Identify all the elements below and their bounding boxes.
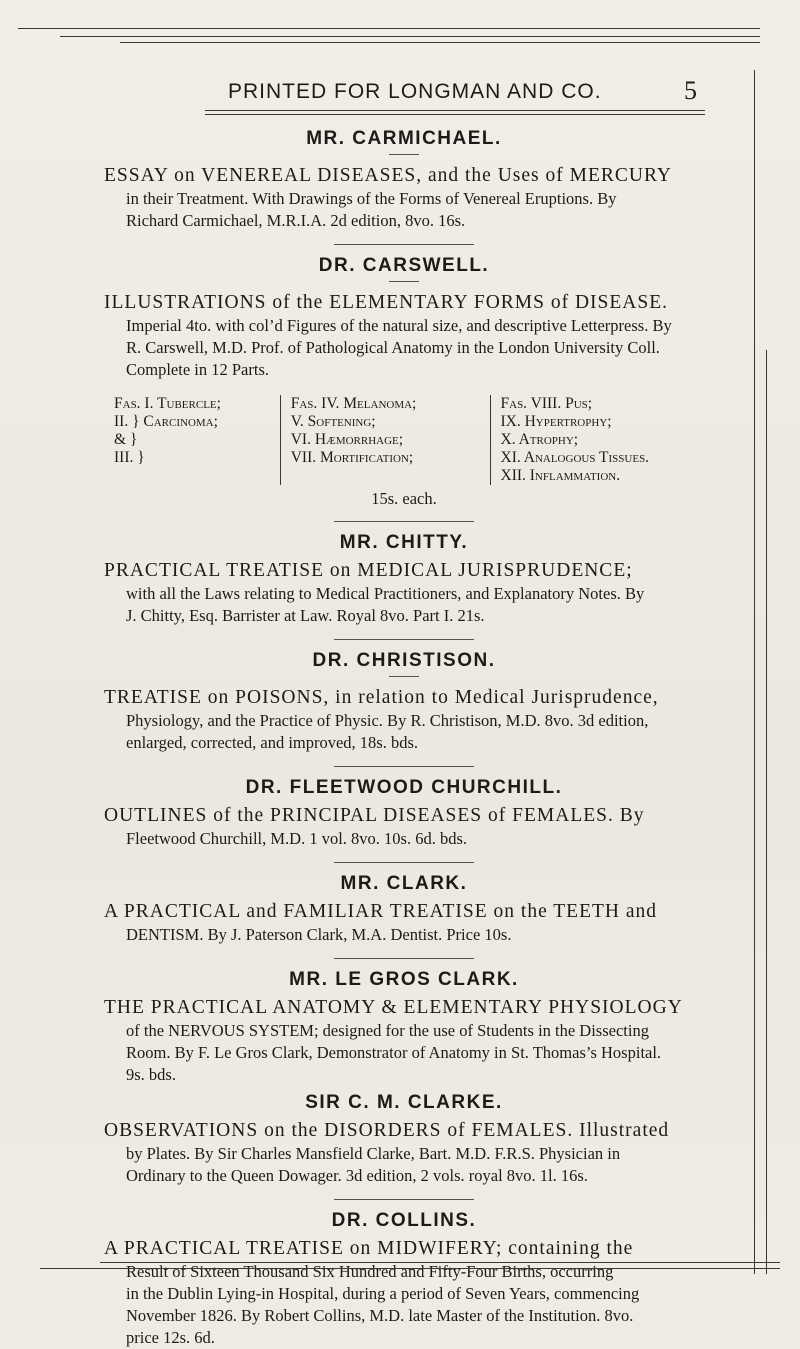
entry-line: Richard Carmichael, M.R.I.A. 2d edition, 8vo. 16s. [126, 211, 466, 230]
entry-line: Physiology, and the Practice of Physic. By R. Christison, M.D. 8vo. 3d edition, [126, 711, 649, 730]
entry-title: ILLUSTRATIONS of the ELEMENTARY FORMS of DISEASE. [104, 292, 669, 313]
entry-line: Complete in 12 Parts. [126, 360, 269, 379]
author-heading: MR. CLARK. [340, 873, 468, 894]
fasciculus: & } [114, 431, 138, 448]
fasciculus: VI. Hæmorrhage; [290, 431, 404, 448]
entry-line: with all the Laws relating to Medical Practitioners, and Explanatory Notes. By [126, 584, 645, 603]
author-heading: DR. FLEETWOOD CHURCHILL. [245, 777, 563, 798]
separator [334, 766, 474, 767]
separator [334, 639, 474, 640]
author-heading: DR. COLLINS. [331, 1210, 477, 1231]
entry-line: by Plates. By Sir Charles Mansfield Clarke, Bart. M.D. F.R.S. Physician in [126, 1144, 621, 1163]
entry-title: THE PRACTICAL ANATOMY & ELEMENTARY PHYSIOLOGY [104, 997, 683, 1018]
head-rule-second [205, 114, 705, 115]
entry-title: PRACTICAL TREATISE on MEDICAL JURISPRUDENCE; [104, 560, 633, 581]
fasciculus: VII. Mortification; [290, 449, 414, 466]
entry-title: A PRACTICAL TREATISE on MIDWIFERY; containing the [104, 1238, 634, 1259]
entry-title: A PRACTICAL and FAMILIAR TREATISE on the TEETH and [104, 901, 658, 922]
entry-line: Result of Sixteen Thousand Six Hundred and Fifty-Four Births, occurring [126, 1262, 614, 1281]
entry-line: 9s. bds. [126, 1065, 176, 1084]
separator [334, 244, 474, 245]
fasciculi-column [280, 395, 490, 485]
author-heading: MR. LE GROS CLARK. [289, 969, 519, 990]
right-rule [754, 70, 755, 1274]
entry [104, 532, 704, 627]
entry-title: OUTLINES of the PRINCIPAL DISEASES of FEMALES. By [104, 805, 645, 826]
author-heading: MR. CARMICHAEL. [306, 128, 502, 149]
entry-line: price 12s. 6d. [126, 1328, 215, 1347]
entry-title: ESSAY on VENEREAL DISEASES, and the Uses of MERCURY [104, 165, 672, 186]
price: 15s. each. [371, 489, 437, 508]
running-title: PRINTED FOR LONGMAN AND CO. [228, 80, 602, 103]
fasciculi-table [104, 395, 704, 485]
author-heading: DR. CARSWELL. [318, 255, 490, 276]
entry [104, 128, 704, 232]
entry-line: Ordinary to the Queen Dowager. 3d edition, 2 vols. royal 8vo. 1l. 16s. [126, 1166, 588, 1185]
top-rule-third [120, 42, 760, 43]
fasciculus: Fas. IV. Melanoma; [290, 395, 417, 412]
entry [104, 969, 704, 1086]
fasciculi-column [490, 395, 704, 485]
entry [104, 650, 704, 754]
entry-line: Imperial 4to. with col’d Figures of the natural size, and descriptive Letterpress. By [126, 316, 672, 335]
author-heading: DR. CHRISTISON. [312, 650, 496, 671]
entry [104, 255, 704, 509]
fasciculus: II. } Carcinoma; [114, 413, 218, 430]
author-heading: MR. CHITTY. [339, 532, 469, 553]
bottom-rule [100, 1262, 780, 1263]
fasciculus: Fas. VIII. Pus; [500, 395, 593, 412]
fasciculus: III. } [114, 449, 145, 466]
fasciculus: XII. Inflammation. [500, 467, 621, 484]
fasciculus: V. Softening; [290, 413, 376, 430]
entry-line: enlarged, corrected, and improved, 18s. bds. [126, 733, 419, 752]
head-rule [205, 110, 705, 111]
entry-line: J. Chitty, Esq. Barrister at Law. Royal 8vo. Part I. 21s. [126, 606, 485, 625]
entry [104, 1210, 704, 1349]
fasciculus: X. Atrophy; [500, 431, 579, 448]
fasciculus: IX. Hypertrophy; [500, 413, 612, 430]
separator [334, 958, 474, 959]
top-rule-inner [60, 36, 760, 37]
entry-line: Fleetwood Churchill, M.D. 1 vol. 8vo. 10s. 6d. bds. [126, 829, 467, 848]
separator [334, 862, 474, 863]
entry-line: in the Dublin Lying-in Hospital, during a period of Seven Years, commencing [126, 1284, 640, 1303]
entry-line: R. Carswell, M.D. Prof. of Pathological Anatomy in the London University Coll. [126, 338, 660, 357]
fasciculus: XI. Analogous Tissues. [500, 449, 650, 466]
author-heading: SIR C. M. CLARKE. [305, 1092, 503, 1113]
entry-line: November 1826. By Robert Collins, M.D. late Master of the Institution. 8vo. [126, 1306, 634, 1325]
top-rule [18, 28, 760, 29]
entry-title: OBSERVATIONS on the DISORDERS of FEMALES. Illustrated [104, 1120, 670, 1141]
entry-line: of the NERVOUS SYSTEM; designed for the use of Students in the Dissecting [126, 1021, 649, 1040]
entry [104, 1092, 704, 1187]
separator [334, 1199, 474, 1200]
entry-title: TREATISE on POISONS, in relation to Medical Jurisprudence, [104, 687, 659, 708]
entry [104, 873, 704, 946]
divider [389, 676, 419, 677]
divider [389, 281, 419, 282]
bottom-rule-second [40, 1268, 780, 1269]
fasciculi-column [104, 395, 280, 485]
entry-line: Room. By F. Le Gros Clark, Demonstrator of Anatomy in St. Thomas’s Hospital. [126, 1043, 662, 1062]
page-number: 5 [684, 76, 697, 105]
entry [104, 777, 704, 850]
separator [334, 521, 474, 522]
entry-line: in their Treatment. With Drawings of the Forms of Venereal Eruptions. By [126, 189, 617, 208]
catalogue [104, 118, 704, 1349]
right-rule-outer [766, 350, 767, 1274]
entry-line: DENTISM. By J. Paterson Clark, M.A. Dentist. Price 10s. [126, 925, 512, 944]
fasciculus: Fas. I. Tubercle; [114, 395, 221, 412]
divider [389, 154, 419, 155]
